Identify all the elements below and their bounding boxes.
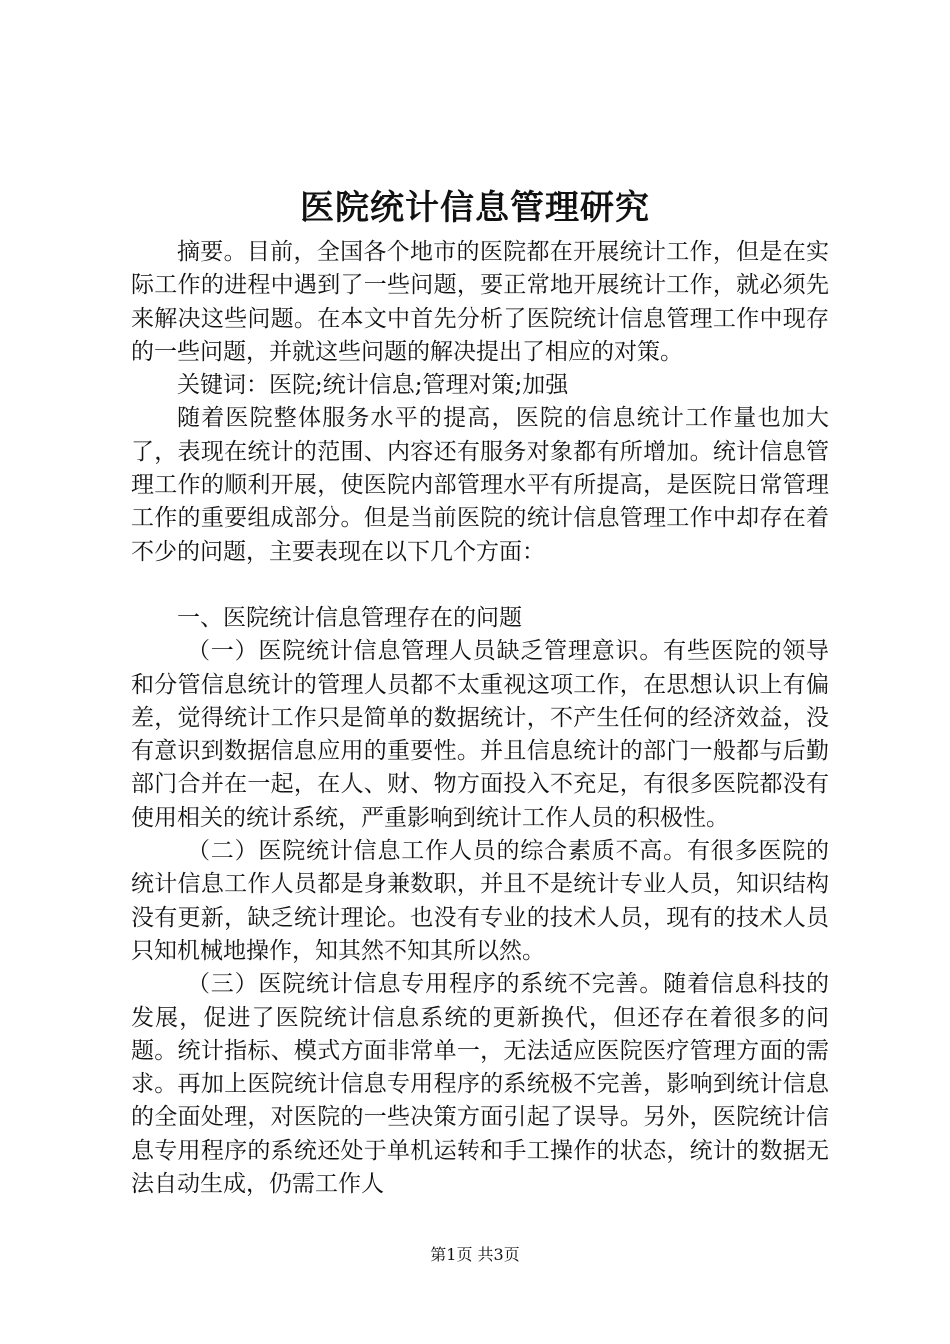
page-footer: 第1页 共3页 <box>430 1245 520 1264</box>
abstract-paragraph: 摘要。目前，全国各个地市的医院都在开展统计工作，但是在实际工作的进程中遇到了一些问题，要正常地开展统计工作，就必须先来解决这些问题。在本文中首先分析了医院统计信息管理工作中现存的一些问题，并就这些问题的解决提出了相应的对策。 <box>131 239 829 365</box>
document-title: 医院统计信息管理研究 <box>300 188 650 228</box>
document-body <box>131 236 829 1201</box>
subsection-paragraph-3: （三）医院统计信息专用程序的系统不完善。随着信息科技的发展，促进了医院统计信息系统的更新换代，但还存在着很多的问题。统计指标、模式方面非常单一，无法适应医院医疗管理方面的需求。再加上医院统计信息专用程序的系统极不完善，影响到统计信息的全面处理，对医院的一些决策方面引起了误导。另外，医院统计信息专用程序的系统还处于单机运转和手工操作的状态，统计的数据无法自动生成，仍需工作人 <box>131 971 829 1198</box>
keywords-paragraph: 关键词：医院;统计信息;管理对策;加强 <box>177 372 569 399</box>
subsection-paragraph-1: （一）医院统计信息管理人员缺乏管理意识。有些医院的领导和分管信息统计的管理人员都不太重视这项工作，在思想认识上有偏差，觉得统计工作只是简单的数据统计，不产生任何的经济效益，没有意识到数据信息应用的重要性。并且信息统计的部门一般都与后勤部门合并在一起，在人、财、物方面投入不充足，有很多医院都没有使用相关的统计系统，严重影响到统计工作人员的积极性。 <box>131 638 829 831</box>
intro-paragraph: 随着医院整体服务水平的提高，医院的信息统计工作量也加大了，表现在统计的范围、内容还有服务对象都有所增加。统计信息管理工作的顺利开展，使医院内部管理水平有所提高，是医院日常管理工作的重要组成部分。但是当前医院的统计信息管理工作中却存在着不少的问题，主要表现在以下几个方面： <box>131 405 829 565</box>
section-heading: 一、医院统计信息管理存在的问题 <box>177 604 522 631</box>
subsection-paragraph-2: （二）医院统计信息工作人员的综合素质不高。有很多医院的统计信息工作人员都是身兼数职，并且不是统计专业人员，知识结构没有更新，缺乏统计理论。也没有专业的技术人员，现有的技术人员只知机械地操作，知其然不知其所以然。 <box>131 838 829 964</box>
